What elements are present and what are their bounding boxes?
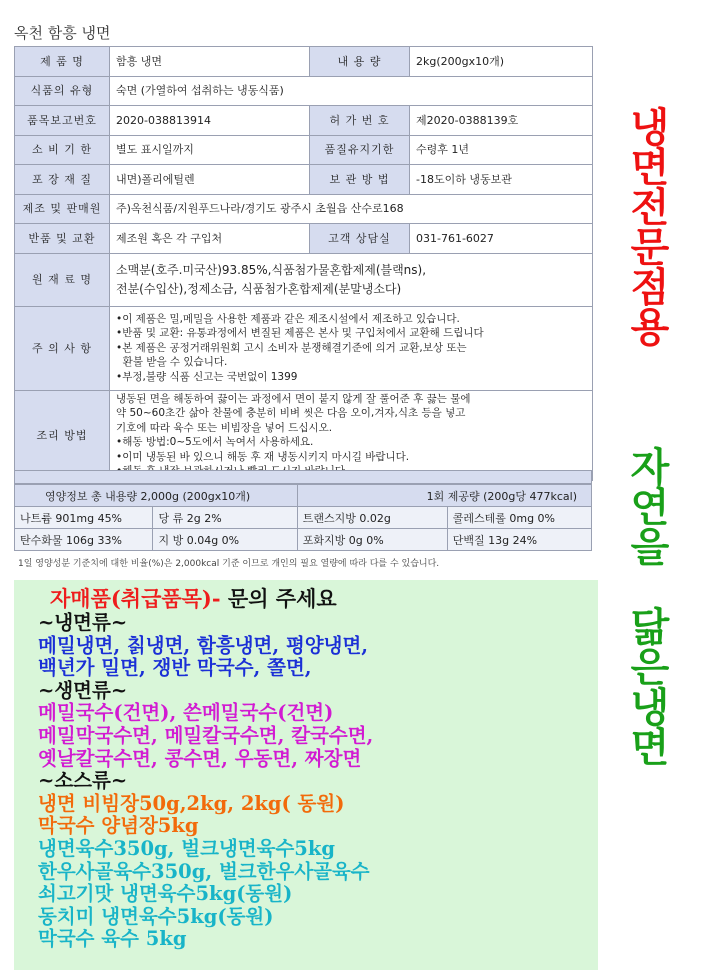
ingredients-label: 원 재 료 명 <box>15 253 110 306</box>
nutrition-table <box>14 484 592 551</box>
label-row <box>15 194 593 224</box>
banner-product-line: 쇠고기맛 냉면육수5kg(동원) <box>38 882 293 906</box>
label-value: 제조원 혹은 각 구입처 <box>110 224 310 254</box>
label-value: 수령후 1년 <box>410 135 593 165</box>
banner-category: ~생면류~ <box>38 678 128 702</box>
label-row <box>15 135 593 165</box>
slogan-char: 면 <box>630 724 670 771</box>
banner-headline <box>38 586 598 612</box>
slogan-char: 점 <box>630 264 670 311</box>
caution-line: •부정,불량 식품 신고는 국번없이 1399 <box>116 370 298 383</box>
banner-headline-black: 문의 주세요 <box>220 586 337 611</box>
nutrient-cell: 지 방 0.04g 0% <box>153 529 297 551</box>
nutrition-total: 영양정보 총 내용량 2,000g (200gx10개) <box>15 485 298 507</box>
ingredients-line: 전분(수입산),정제소금, 식품첨가혼합제제(분말냉소다) <box>116 281 402 296</box>
nutrient-cell: 포화지방 0g 0% <box>297 529 447 551</box>
slogan-char: 자 <box>630 444 670 491</box>
banner-product-line: 메밀냉면, 칡냉면, 함흥냉면, 평양냉면, <box>38 633 369 657</box>
label-key: 품목보고번호 <box>15 106 110 136</box>
caution-row <box>15 306 593 390</box>
banner-product-line: 막국수 육수 5kg <box>38 927 187 951</box>
banner-product-line: 냉면육수350g, 벌크냉면육수5kg <box>38 836 336 860</box>
slogan-char: 은 <box>630 644 670 691</box>
banner-category: ~냉면류~ <box>38 611 128 634</box>
cooking-label: 조리 방법 <box>15 390 110 480</box>
ingredients-row <box>15 253 593 306</box>
banner-product-line: 냉면 비빔장50g,2kg, 2kg( 동원) <box>38 791 345 815</box>
label-value: 031-761-6027 <box>410 224 593 254</box>
slogan-char: 냉 <box>630 684 670 731</box>
slogan-char: 용 <box>630 304 670 351</box>
product-label-table <box>14 46 593 481</box>
vertical-slogan-specialty <box>622 104 678 351</box>
label-value: 함흥 냉면 <box>110 47 310 77</box>
banner-product-line: 메밀국수(건면), 쓴메밀국수(건면) <box>38 701 334 725</box>
label-key: 식품의 유형 <box>15 76 110 106</box>
caution-label: 주 의 사 항 <box>15 306 110 390</box>
banner-product-line: 막국수 양념장5kg <box>38 814 199 838</box>
nutrition-footnote: 1일 영양성분 기준치에 대한 비율(%)은 2,000kcal 기준 이므로 개인의 필요 열량에 따라 다를 수 있습니다. <box>18 559 440 569</box>
label-key: 소 비 기 한 <box>15 135 110 165</box>
label-key: 내 용 량 <box>310 47 410 77</box>
cooking-line: 냉동된 면을 해동하여 끓이는 과정에서 면이 붙지 않게 잘 풀어준 후 끓는 물에 <box>116 392 471 405</box>
cooking-line: 약 50~60초간 삶아 찬물에 충분히 비벼 씻은 다음 오이,겨자,식초 등을 넣고 <box>116 407 466 419</box>
slogan-char <box>622 568 678 608</box>
banner-product-line: 한우사골육수350g, 벌크한우사골육수 <box>38 859 370 883</box>
label-value: 2kg(200gx10개) <box>410 47 593 77</box>
label-key: 제 품 명 <box>15 47 110 77</box>
nutrition-serving: 1회 제공량 (200g당 477kcal) <box>297 485 591 507</box>
cooking-line: 기호에 따라 육수 또는 비빔장을 넣어 드십시오. <box>116 421 333 434</box>
label-value: 숙면 (가열하여 섭취하는 냉동식품) <box>110 76 593 106</box>
cooking-row <box>15 390 593 480</box>
banner-product-line: 메밀막국수면, 메밀칼국수면, 칼국수면, <box>38 723 374 747</box>
caution-line: •본 제품은 공정거래위원회 고시 소비자 분쟁해결기준에 의거 교환,보상 또는 <box>116 341 467 354</box>
label-value: -18도이하 냉동보관 <box>410 165 593 195</box>
sister-products-banner <box>14 580 598 970</box>
ingredients-line: 소맥분(호주.미국산)93.85%,식품첨가물혼합제제(블랙ns), <box>116 262 427 277</box>
slogan-char: 문 <box>630 224 670 271</box>
nutrition-row <box>15 507 592 529</box>
vertical-slogan-nature <box>622 444 678 771</box>
label-row <box>15 47 593 77</box>
label-value: 주)옥천식품/지원푸드나라/경기도 광주시 초월읍 산수로168 <box>110 194 593 224</box>
slogan-char: 닮 <box>630 604 670 651</box>
label-key: 고객 상담실 <box>310 224 410 254</box>
nutrient-cell: 단백질 13g 24% <box>447 529 591 551</box>
banner-product-line: 동치미 냉면육수5kg(동원) <box>38 904 274 928</box>
slogan-char: 냉 <box>630 104 670 151</box>
label-row <box>15 165 593 195</box>
slogan-char: 을 <box>630 524 670 571</box>
label-row <box>15 76 593 106</box>
banner-headline-red: 자매품(취급품목)- <box>50 586 221 611</box>
ingredients-text <box>110 253 593 306</box>
label-value: 2020-038813914 <box>110 106 310 136</box>
banner-product-line: 옛날칼국수면, 콩수면, 우동면, 짜장면 <box>38 746 362 770</box>
label-value: 제2020-0388139호 <box>410 106 593 136</box>
caution-line: •이 제품은 밀,메밀을 사용한 제품과 같은 제조시설에서 제조하고 있습니다. <box>116 312 460 325</box>
slogan-char: 전 <box>630 184 670 231</box>
cooking-line: •이미 냉동된 바 있으니 해동 후 재 냉동시키지 마시길 바랍니다. <box>116 450 410 463</box>
label-value: 내면)폴리에틸렌 <box>110 165 310 195</box>
nutrition-section <box>14 484 592 569</box>
label-key: 품질유지기한 <box>310 135 410 165</box>
caution-line: 환불 받을 수 있습니다. <box>116 356 228 369</box>
nutrient-cell: 당 류 2g 2% <box>153 507 297 529</box>
slogan-char: 연 <box>630 484 670 531</box>
label-key: 제조 및 판매원 <box>15 194 110 224</box>
nutrient-cell: 콜레스테롤 0mg 0% <box>447 507 591 529</box>
banner-category: ~소스류~ <box>38 769 128 793</box>
banner-product-line: 백년가 밀면, 쟁반 막국수, 쫄면, <box>38 656 312 680</box>
label-key: 허 가 번 호 <box>310 106 410 136</box>
caution-line: •반품 및 교환: 유통과정에서 변질된 제품은 본사 및 구입처에서 교환해 드립니다 <box>116 327 484 340</box>
cooking-line: •해동 방법:0~5도에서 녹여서 사용하세요. <box>116 436 314 448</box>
label-key: 반품 및 교환 <box>15 224 110 254</box>
cooking-text <box>110 390 593 480</box>
nutrient-cell: 트랜스지방 0.02g <box>297 507 447 529</box>
nutrient-cell: 탄수화물 106g 33% <box>15 529 153 551</box>
caution-text <box>110 306 593 390</box>
label-row <box>15 224 593 254</box>
nutrition-row <box>15 529 592 551</box>
nutrition-header-row <box>15 485 592 507</box>
label-key: 포 장 재 질 <box>15 165 110 195</box>
table-divider-strip <box>14 470 592 484</box>
label-value: 별도 표시일까지 <box>110 135 310 165</box>
label-row <box>15 106 593 136</box>
nutrient-cell: 나트륨 901mg 45% <box>15 507 153 529</box>
label-key: 보 관 방 법 <box>310 165 410 195</box>
slogan-char: 면 <box>630 144 670 191</box>
product-title: 옥천 함흥 냉면 <box>14 24 111 42</box>
